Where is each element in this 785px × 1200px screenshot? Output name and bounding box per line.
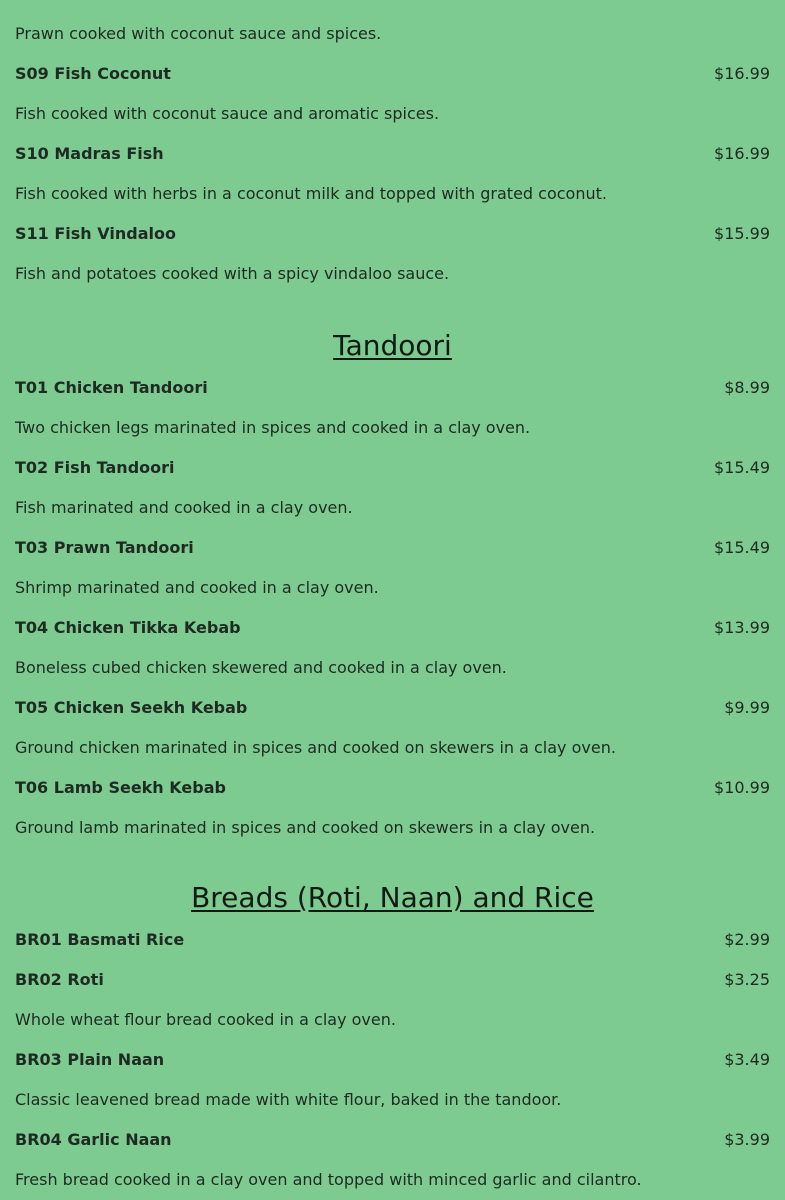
section-title-breads: Breads (Roti, Naan) and Rice	[191, 881, 594, 914]
item-price: $3.49	[724, 1050, 770, 1069]
item-description-text: Boneless cubed chicken skewered and cooked in a clay oven.	[15, 658, 507, 677]
item-name: BR01 Basmati Rice	[15, 930, 185, 949]
item-price: $9.99	[724, 698, 770, 717]
item-name: T05 Chicken Seekh Kebab	[15, 698, 248, 717]
item-description-text: Fish cooked with coconut sauce and aromatic spices.	[15, 104, 440, 123]
item-description-text: Fish and potatoes cooked with a spicy vindaloo sauce.	[15, 264, 450, 283]
item-description	[15, 94, 770, 134]
item-description	[15, 408, 770, 448]
item-name: T03 Prawn Tandoori	[15, 538, 194, 557]
item-description-text: Classic leavened bread made with white flour, baked in the tandoor.	[15, 1090, 562, 1109]
item-description-text: Prawn cooked with coconut sauce and spices.	[15, 24, 382, 43]
item-name: T06 Lamb Seekh Kebab	[15, 778, 226, 797]
item-price: $15.99	[714, 224, 770, 243]
item-name: BR02 Roti	[15, 970, 104, 989]
item-name: T02 Fish Tandoori	[15, 458, 175, 477]
item-price: $3.25	[724, 970, 770, 989]
menu-item-row	[15, 1040, 770, 1080]
item-name: T04 Chicken Tikka Kebab	[15, 618, 241, 637]
menu-item-row	[15, 0, 770, 14]
item-description	[15, 1160, 770, 1200]
item-description	[15, 14, 770, 54]
item-description-text: Fish marinated and cooked in a clay oven.	[15, 498, 353, 517]
menu-item-row	[15, 54, 770, 94]
menu-item-row	[15, 688, 770, 728]
item-price: $8.99	[724, 378, 770, 397]
menu-item-row	[15, 528, 770, 568]
item-name: BR03 Plain Naan	[15, 1050, 165, 1069]
item-price: $13.99	[714, 618, 770, 637]
item-name: BR04 Garlic Naan	[15, 1130, 172, 1149]
section-title-tandoori: Tandoori	[333, 329, 452, 362]
item-price: $16.99	[714, 64, 770, 83]
item-description-text: Two chicken legs marinated in spices and cooked in a clay oven.	[15, 418, 531, 437]
menu-item-row	[15, 368, 770, 408]
item-description-text: Ground chicken marinated in spices and cooked on skewers in a clay oven.	[15, 738, 616, 757]
menu-item-row	[15, 214, 770, 254]
item-name: S10 Madras Fish	[15, 144, 164, 163]
menu-item-row	[15, 960, 770, 1000]
item-price: $2.99	[724, 930, 770, 949]
menu-item-row	[15, 134, 770, 174]
item-description	[15, 728, 770, 768]
item-description	[15, 1080, 770, 1120]
item-description-text: Ground lamb marinated in spices and cooked on skewers in a clay oven.	[15, 818, 596, 837]
item-description-text: Fish cooked with herbs in a coconut milk and topped with grated coconut.	[15, 184, 607, 203]
item-description-text: Fresh bread cooked in a clay oven and topped with minced garlic and cilantro.	[15, 1170, 642, 1189]
item-description	[15, 568, 770, 608]
item-name: S11 Fish Vindaloo	[15, 224, 176, 243]
item-price: $10.99	[714, 778, 770, 797]
item-description	[15, 174, 770, 214]
menu-item-row	[15, 1120, 770, 1160]
item-description	[15, 648, 770, 688]
item-price: $15.49	[714, 538, 770, 557]
item-price: $16.99	[714, 144, 770, 163]
item-price: $15.49	[714, 458, 770, 477]
menu-item-row	[15, 920, 770, 960]
item-description	[15, 254, 770, 294]
menu-item-row	[15, 768, 770, 808]
item-name: S09 Fish Coconut	[15, 64, 171, 83]
item-description	[15, 1000, 770, 1040]
menu-item-row	[15, 448, 770, 488]
item-description	[15, 808, 770, 848]
item-description-text: Whole wheat flour bread cooked in a clay oven.	[15, 1010, 396, 1029]
item-description	[15, 488, 770, 528]
item-description-text: Shrimp marinated and cooked in a clay oven.	[15, 578, 379, 597]
item-name: T01 Chicken Tandoori	[15, 378, 208, 397]
menu-item-row	[15, 608, 770, 648]
item-price: $3.99	[724, 1130, 770, 1149]
